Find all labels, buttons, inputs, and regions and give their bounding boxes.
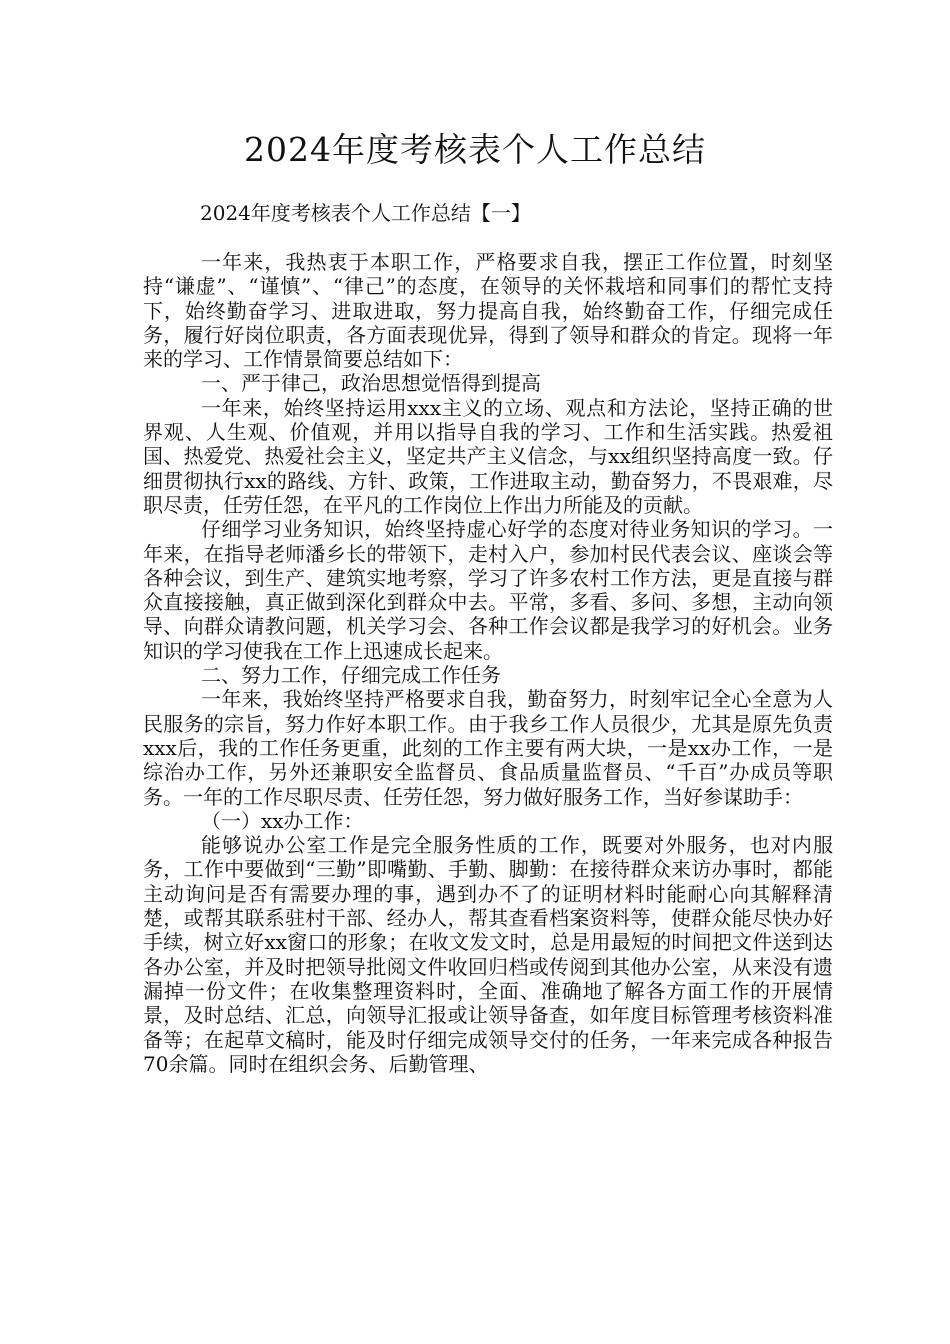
paragraph-intro: 一年来，我热衷于本职工作，严格要求自我，摆正工作位置，时刻坚持“谦虚”、“谨慎”、“律己”的态度，在领导的关怀栽培和同事们的帮忙支持下，始终勤奋学习、进取进取，努力提高自我，始终勤奋工作，仔细完成任务，履行好岗位职责，各方面表现优异，得到了领导和群众的肯定。现将一年来的学习、工作情景简要总结如下： [143, 250, 833, 372]
paragraph-office: 能够说办公室工作是完全服务性质的工作，既要对外服务，也对内服务，工作中要做到“三勤”即嘴勤、手勤、脚勤：在接待群众来访办事时，都能主动询问是否有需要办理的事，遇到办不了的证明材料时能耐心向其解释清楚，或帮其联系驻村干部、经办人，帮其查看档案资料等，使群众能尽快办好手续，树立好xx窗口的形象；在收文发文时，总是用最短的时间把文件送到达各办公室，并及时把领导批阅文件收回归档或传阅到其他办公室，从来没有遗漏掉一份文件；在收集整理资料时，全面、准确地了解各方面工作的开展情景，及时总结、汇总，向领导汇报或让领导备查，如年度目标管理考核资料准备等；在起草文稿时，能及时仔细完成领导交付的任务，一年来完成各种报告70余篇。同时在组织会务、后勤管理、 [143, 833, 833, 1076]
section-heading-2: 二、努力工作，仔细完成工作任务 [201, 663, 501, 688]
document-body [143, 250, 833, 1076]
paragraph-study: 仔细学习业务知识，始终坚持虚心好学的态度对待业务知识的学习。一年来，在指导老师潘乡长的带领下，走村入户，参加村民代表会议、座谈会等各种会议，到生产、建筑实地考察，学习了许多农村工作方法，更是直接与群众直接接触，真正做到深化到群众中去。平常，多看、多问、多想，主动向领导、向群众请教问题，机关学习会、各种工作会议都是我学习的好机会。业务知识的学习使我在工作上迅速成长起来。 [143, 517, 833, 663]
page-title: 2024年度考核表个人工作总结 [244, 130, 706, 169]
paragraph-politics: 一年来，始终坚持运用xxx主义的立场、观点和方法论，坚持正确的世界观、人生观、价值观，并用以指导自我的学习、工作和生活实践。热爱祖国、热爱党、热爱社会主义，坚定共产主义信念，与xx组织坚持高度一致。仔细贯彻执行xx的路线、方针、政策，工作进取主动，勤奋努力，不畏艰难，尽职尽责，任劳任怨，在平凡的工作岗位上作出力所能及的贡献。 [143, 395, 833, 517]
section-heading-1: 一、严于律己，政治思想觉悟得到提高 [201, 371, 541, 396]
subsection-heading-1: （一）xx办工作： [201, 808, 364, 833]
paragraph-work: 一年来，我始终坚持严格要求自我，勤奋努力，时刻牢记全心全意为人民服务的宗旨，努力作好本职工作。由于我乡工作人员很少，尤其是原先负责xxx后，我的工作任务更重，此刻的工作主要有两大块，一是xx办工作，一是综治办工作，另外还兼职安全监督员、食品质量监督员、“千百”办成员等职务。一年的工作尽职尽责、任劳任怨，努力做好服务工作，当好参谋助手： [143, 687, 833, 809]
section-subtitle: 2024年度考核表个人工作总结【一】 [200, 201, 531, 225]
